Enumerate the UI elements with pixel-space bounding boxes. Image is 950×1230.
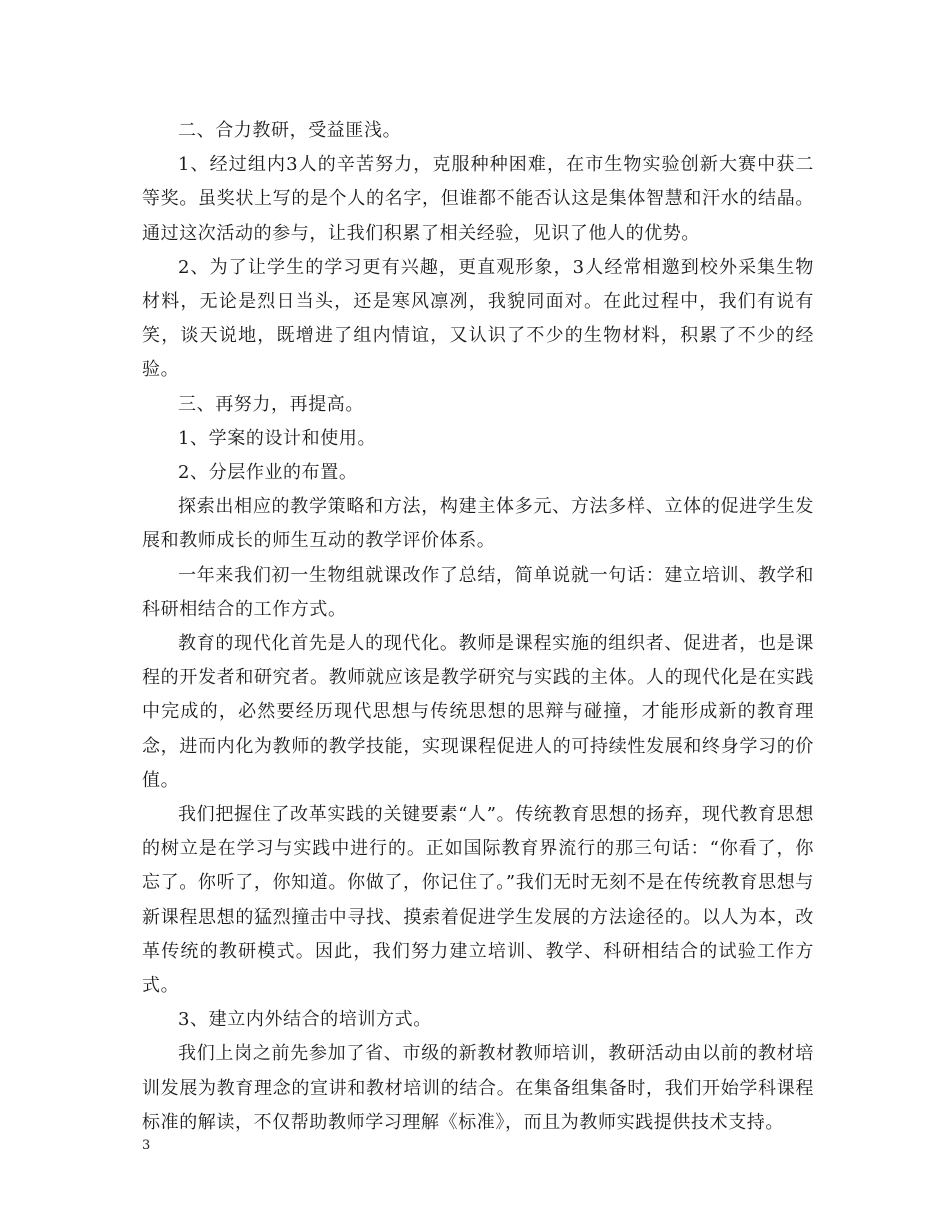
list-item-training-method: 3、建立内外结合的培训方式。 <box>178 1009 432 1031</box>
paragraph-summary: 一年来我们初一生物组就课改作了总结，简单说就一句话：建立培训、教学和科研相结合的工作方式。 <box>142 564 814 620</box>
section-heading-2: 二、合力教研，受益匪浅。 <box>178 120 402 141</box>
paragraph-materials: 2、为了让学生的学习更有兴趣，更直观形象，3人经常相邀到校外采集生物材料，无论是烈日当头，还是寒风凛冽，我貌同面对。在此过程中，我们有说有笑，谈天说地，既增进了组内情谊，又认识了不少的生物材料，积累了不少的经验。 <box>142 256 814 381</box>
page-number: 3 <box>142 1138 151 1153</box>
paragraph-award: 1、经过组内3人的辛苦努力，克服种种困难，在市生物实验创新大赛中获二等奖。虽奖状上写的是个人的名字，但谁都不能否认这是集体智慧和汗水的结晶。通过这次活动的参与，让我们积累了相关经验，见识了他人的优势。 <box>142 154 814 244</box>
page-body <box>142 114 814 1140</box>
paragraph-key-element: 我们把握住了改革实践的关键要素“人”。传统教育思想的扬弃，现代教育思想的树立是在学习与实践中进行的。正如国际教育界流行的那三句话：“你看了，你忘了。你听了，你知道。你做了，你记住了。”我们无时无刻不是在传统教育思想与新课程思想的猛烈撞击中寻找、摸索着促进学生发展的方法途径的。以人为本，改革传统的教研模式。因此，我们努力建立培训、教学、科研相结合的试验工作方式。 <box>142 804 814 997</box>
paragraph-modernization: 教育的现代化首先是人的现代化。教师是课程实施的组织者、促进者，也是课程的开发者和研究者。教师就应该是教学研究与实践的主体。人的现代化是在实践中完成的，必然要经历现代思想与传统思想的思辩与碰撞，才能形成新的教育理念，进而内化为教师的教学技能，实现课程促进人的可持续性发展和终身学习的价值。 <box>142 633 814 791</box>
list-item-layered-homework: 2、分层作业的布置。 <box>178 462 358 484</box>
section-heading-3: 三、再努力，再提高。 <box>178 393 364 415</box>
paragraph-training: 我们上岗之前先参加了省、市级的新教材教师培训，教研活动由以前的教材培训发展为教育理念的宣讲和教材培训的结合。在集备组集备时，我们开始学科课程标准的解读，不仅帮助教师学习理解《标准》，而且为教师实践提供技术支持。 <box>142 1043 814 1133</box>
list-item-study-plan: 1、学案的设计和使用。 <box>178 427 377 449</box>
paragraph-strategy: 探索出相应的教学策略和方法，构建主体多元、方法多样、立体的促进学生发展和教师成长的师生互动的教学评价体系。 <box>142 496 814 552</box>
